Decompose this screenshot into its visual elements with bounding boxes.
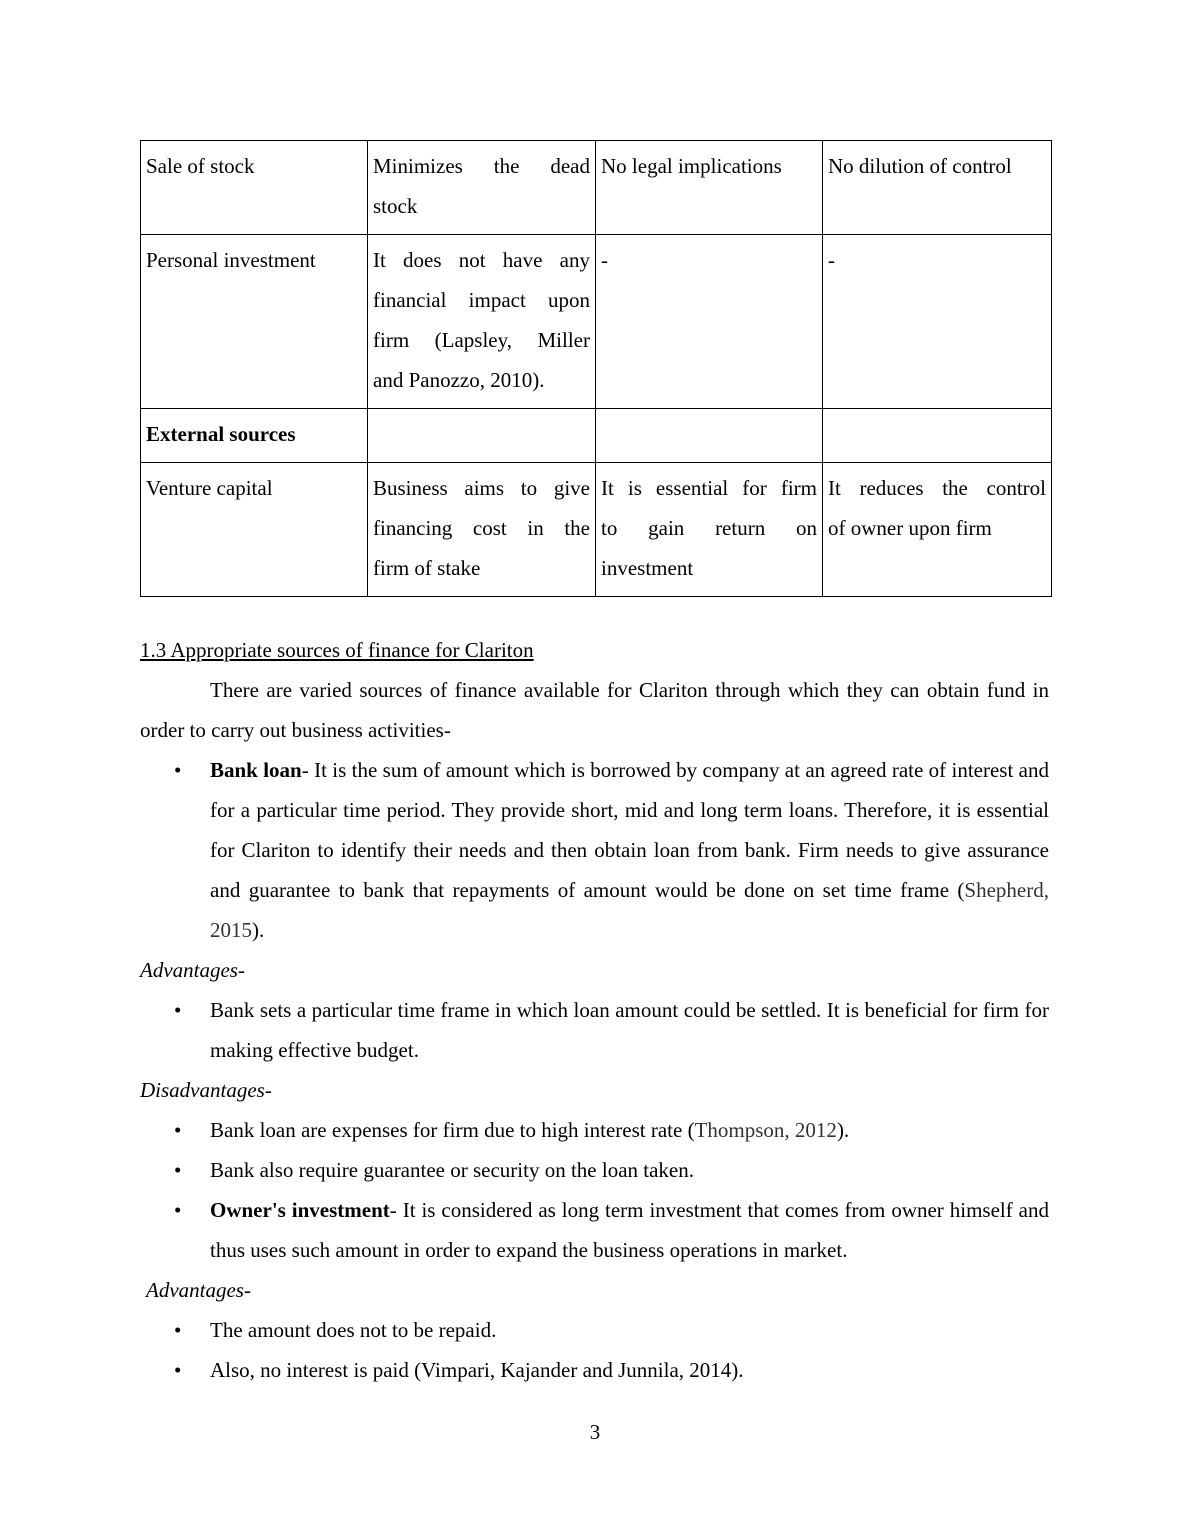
table-row	[141, 463, 1052, 597]
table-cell	[823, 463, 1052, 597]
owner-investment-title: Owner's investment	[210, 1198, 390, 1222]
table-cell	[823, 409, 1052, 463]
advantage-text: The amount does not to be repaid.	[210, 1318, 497, 1342]
cell-line: It is essential for firm	[601, 476, 817, 500]
section-body	[140, 630, 1049, 1390]
cell-line: to gain return on	[601, 516, 817, 540]
advantages-label: Advantages-	[146, 1278, 251, 1302]
bullet-list	[140, 1110, 1049, 1270]
list-item	[140, 1350, 1049, 1390]
table-cell	[368, 463, 596, 597]
table-cell	[596, 463, 823, 597]
cell-line: financing cost in the	[373, 516, 590, 540]
cell-line: of owner upon firm	[828, 516, 992, 540]
table-cell-section-label: External sources	[141, 409, 368, 463]
table-cell: Personal investment	[141, 235, 368, 409]
cell-line: and Panozzo, 2010).	[373, 368, 545, 392]
bullet-icon: •	[174, 1158, 182, 1182]
bullet-list	[140, 990, 1049, 1070]
bullet-icon: •	[174, 1318, 182, 1342]
advantage-text: Bank sets a particular time frame in which loan amount could be settled. It is beneficial for firm for making effective budget.	[210, 998, 1049, 1062]
table-cell: -	[823, 235, 1052, 409]
bullet-list	[140, 750, 1049, 950]
table-cell: Sale of stock	[141, 141, 368, 235]
cell-line: It does not have any	[373, 248, 590, 272]
list-item	[140, 1190, 1049, 1270]
cell-line: financial impact upon	[373, 288, 590, 312]
list-item	[140, 1150, 1049, 1190]
bullet-list	[140, 1310, 1049, 1390]
table-cell	[368, 409, 596, 463]
cell-line: firm (Lapsley, Miller	[373, 328, 590, 352]
bank-loan-text: - It is the sum of amount which is borrowed by company at an agreed rate of interest and for a particular time period. They provide short, mid and long term loans. Therefore, it is essential for Clariton to identify their needs and then obtain loan from bank. Firm needs to give assurance and guarantee to bank that repayments of amount would be done on set time frame (	[210, 758, 1049, 902]
table-cell	[368, 141, 596, 235]
advantage-text: Also, no interest is paid (Vimpari, Kajander and Junnila, 2014).	[210, 1358, 744, 1382]
bullet-icon: •	[174, 1118, 182, 1142]
owner-investment-text: - It is considered as long term investment that comes from owner himself and thus uses such amount in order to expand the business operations in market.	[210, 1198, 1049, 1262]
table-row	[141, 235, 1052, 409]
table-cell	[596, 409, 823, 463]
page-number: 3	[589, 1420, 601, 1444]
table-cell	[368, 235, 596, 409]
bullet-icon: •	[174, 998, 182, 1022]
bank-loan-title: Bank loan	[210, 758, 302, 782]
table-row	[141, 141, 1052, 235]
citation: Shepherd, 2015	[210, 878, 1049, 942]
list-item	[140, 990, 1049, 1070]
bullet-icon: •	[174, 1358, 182, 1382]
intro-paragraph: There are varied sources of finance available for Clariton through which they can obtain fund in order to carry out business activities-	[140, 678, 1049, 742]
list-item	[140, 1310, 1049, 1350]
cell-line: stock	[373, 194, 418, 218]
cell-line: Minimizes the dead	[373, 154, 590, 178]
bank-loan-end: ).	[252, 918, 265, 942]
disadvantage-text: Bank also require guarantee or security on the loan taken.	[210, 1158, 694, 1182]
bullet-icon: •	[174, 1198, 182, 1222]
disadvantages-label: Disadvantages-	[140, 1078, 272, 1102]
cell-line: Business aims to give	[373, 476, 590, 500]
finance-sources-table	[140, 140, 1052, 597]
table-cell: -	[596, 235, 823, 409]
cell-line: It reduces the control	[828, 476, 1046, 500]
section-heading: 1.3 Appropriate sources of finance for Clariton	[140, 638, 534, 662]
table-cell: Venture capital	[141, 463, 368, 597]
advantages-label: Advantages-	[140, 958, 245, 982]
bullet-icon: •	[174, 758, 182, 782]
list-item	[140, 1110, 1049, 1150]
table-cell: No legal implications	[596, 141, 823, 235]
cell-line: firm of stake	[373, 556, 481, 580]
disadvantage-end: ).	[836, 1118, 850, 1142]
disadvantage-text: Bank loan are expenses for firm due to high interest rate (	[210, 1118, 695, 1142]
citation: Thompson, 2012	[694, 1118, 837, 1142]
table-row	[141, 409, 1052, 463]
table-cell: No dilution of control	[823, 141, 1052, 235]
list-item	[140, 750, 1049, 950]
cell-line: investment	[601, 556, 694, 580]
